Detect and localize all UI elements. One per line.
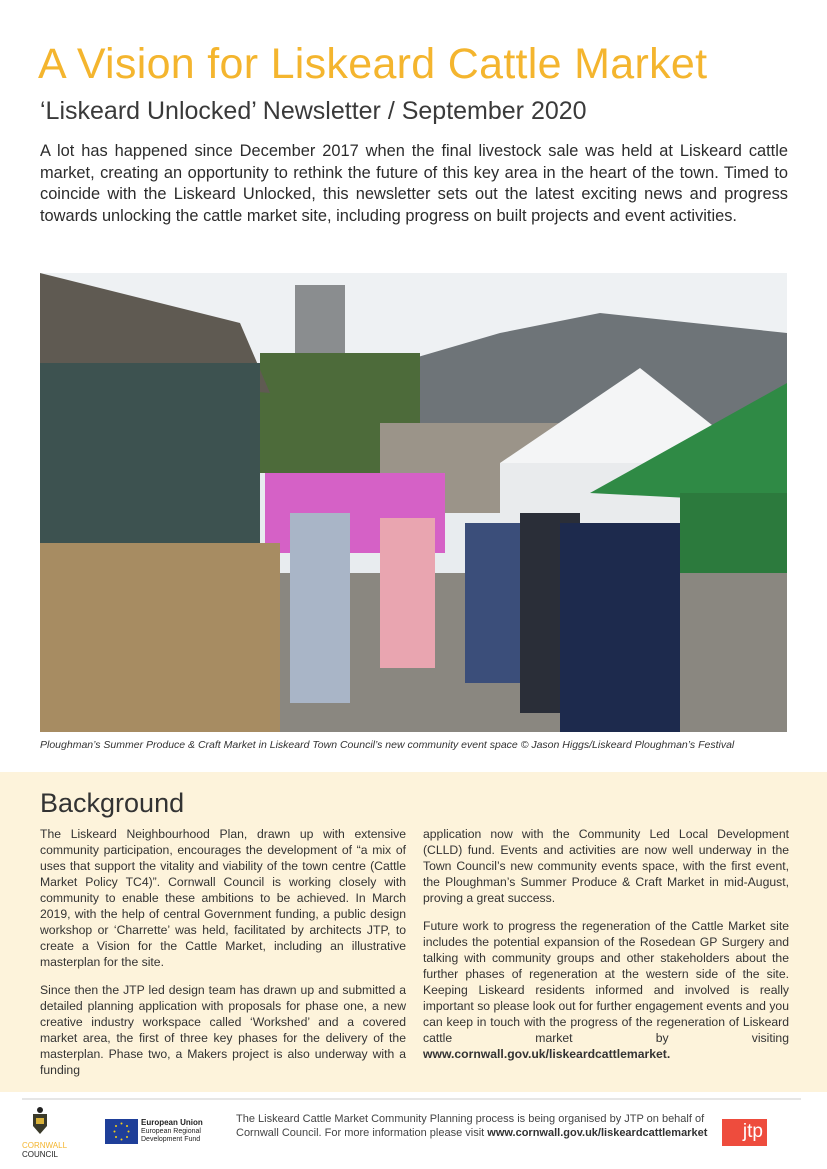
eu-title: European Union (141, 1118, 203, 1127)
footer-line: The Liskeard Cattle Market Community Planning process is being organised by JTP on behalf of (236, 1113, 705, 1125)
eu-line: Development Fund (141, 1136, 201, 1143)
background-paragraph-text: Future work to progress the regeneration of the Cattle Market site includes the potential expansion of the Rosedean GP Surgery and talking with community groups and other stakeholders about the further phases of regeneration at the western side of the site. Keeping Liskeard residents informed and involved is really important so please look out for further engagement events and you can keep in touch with the progress of the regeneration of Liskeard cattle market by visiting (423, 919, 789, 1045)
jtp-logo: jtp (722, 1119, 767, 1146)
cornwall-council-logo (22, 1106, 68, 1159)
background-column-right (423, 826, 789, 1074)
background-column-left (40, 826, 406, 1090)
logo-text: COUNCIL (22, 1150, 59, 1159)
eu-flag-icon (105, 1119, 138, 1144)
footer-link[interactable]: www.cornwall.gov.uk/liskeardcattlemarket (487, 1127, 708, 1139)
eu-line: European Regional (141, 1128, 201, 1135)
background-paragraph: The Liskeard Neighbourhood Plan, drawn up with extensive community participation, encourages the development of “a mix of uses that support the vitality and viability of the town centre (Cattle Market Policy TC4)”. Cornwall Council is working closely with community to enable these ambitions to be achieved. In March 2019, with the help of central Government funding, a public design workshop or ‘Charrette’ was held, facilitated by architects JTP, to create a Vision for the Cattle Market, including an illustrative masterplan for the site. (40, 827, 406, 969)
market-photo-illustration (40, 273, 787, 732)
crest-icon (30, 1106, 50, 1136)
footer-line: Cornwall Council. For more information please visit (236, 1127, 485, 1139)
background-paragraph: application now with the Community Led Local Development (CLLD) fund. Events and activities are now well underway in the Town Council’s new community events space, with the first event, the Ploughman’s Summer Produce & Craft Market in mid-August, proving a great success. (423, 827, 789, 905)
logo-text: CORNWALL (22, 1141, 68, 1150)
eu-logo-text (141, 1119, 203, 1144)
page-title: A Vision for Liskeard Cattle Market (38, 40, 708, 88)
intro-paragraph: A lot has happened since December 2017 when the final livestock sale was held at Liskeard cattle market, creating an opportunity to rethink the future of this key area in the heart of the town. Timed to coincide with the Liskeard Unlocked, this newsletter sets out the latest exciting news and progress towards unlocking the cattle market site, including progress on built projects and event activities. (40, 142, 788, 225)
footer-text (236, 1112, 712, 1140)
background-paragraph: Since then the JTP led design team has drawn up and submitted a detailed planning application with proposals for phase one, a new creative industry workspace called ‘Workshed’ and a covered market area, the first of three key phases for the delivery of the masterplan. Phase two, a Makers project is also underway with a funding (40, 983, 406, 1077)
website-link[interactable]: www.cornwall.gov.uk/liskeardcattlemarket. (423, 1047, 671, 1061)
background-heading: Background (40, 788, 185, 818)
page-subtitle: ‘Liskeard Unlocked’ Newsletter / September 2020 (40, 97, 587, 125)
photo-caption: Ploughman’s Summer Produce & Craft Market in Liskeard Town Council’s new community event space © Jason Higgs/Liskeard Ploughman’s Festival (40, 739, 735, 751)
market-photo (40, 273, 787, 732)
background-paragraph (423, 918, 789, 1062)
footer-divider (22, 1098, 801, 1100)
